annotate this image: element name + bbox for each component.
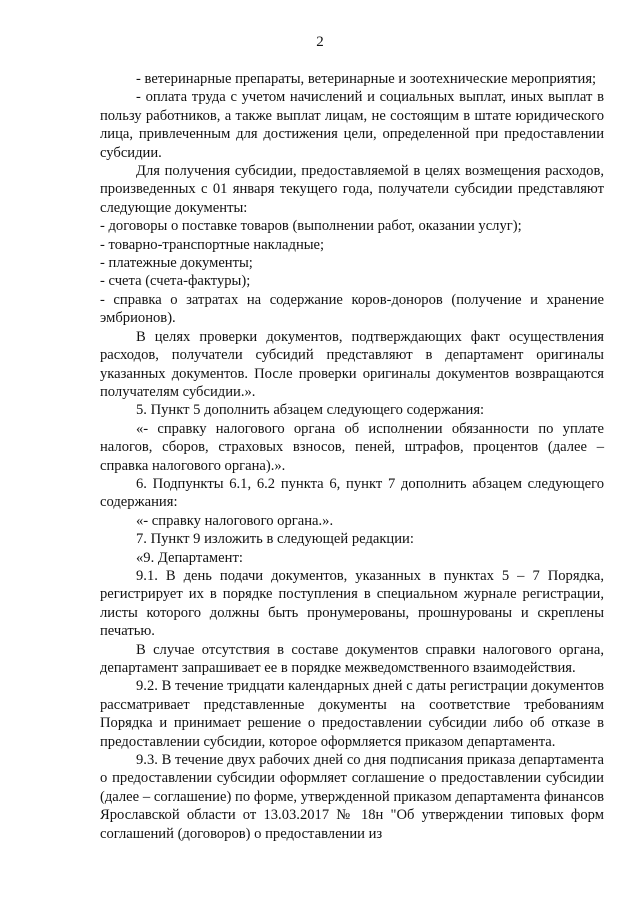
paragraph-documents-intro: Для получения субсидии, предоставляемой в целях возмещения расходов, произведенных с 01 января текущего года, получатели субсидии представляют следующие документы: (100, 163, 604, 216)
paragraph-veterinary: - ветеринарные препараты, ветеринарные и зоотехнические мероприятия; (136, 71, 597, 87)
list-item-contracts: - договоры о поставке товаров (выполнении работ, оказании услуг); (100, 218, 522, 235)
paragraph-item-5: 5. Пункт 5 дополнить абзацем следующего содержания: (136, 402, 485, 419)
paragraph-verification: В целях проверки документов, подтверждающих факт осуществления расходов, получатели субсидий представляют в департамент оригиналы указанных документов. После проверки оригиналы документов возвращаются получателям субсидии.». (100, 328, 604, 400)
paragraph-item-9-heading: «9. Департамент: (136, 549, 243, 566)
paragraph-item-5-quote: «- справку налогового органа об исполнении обязанности по уплате налогов, сборов, страховых взносов, пеней, штрафов, процентов (далее – справка налогового органа).». (100, 420, 604, 474)
list-item-invoices: - счета (счета-фактуры); (100, 273, 251, 290)
page-number: 2 (316, 34, 324, 50)
paragraph-item-9-2: 9.2. В течение тридцати календарных дней с даты регистрации документов рассматривает представленные документы на соответствие требованиям Порядка и принимает решение о предоставлении субсидии либо об отказе в предоставлении субсидии, которое оформляется приказом департамента. (100, 678, 604, 750)
paragraph-item-6-quote: «- справку налогового органа.». (136, 512, 334, 529)
paragraph-item-9-3: 9.3. В течение двух рабочих дней со дня подписания приказа департамента о предоставлении субсидии оформляет соглашение о предоставлении субсидии (далее – соглашение) по форме, утвержденной приказом департамента финансов Ярославской области от 13.03.2017 № 18н "Об утверждении типовых форм соглашений (договоров) о предоставлении из (100, 752, 604, 842)
paragraph-item-6: 6. Подпункты 6.1, 6.2 пункта 6, пункт 7 дополнить абзацем следующего содержания: (100, 475, 604, 511)
list-item-waybills: - товарно-транспортные накладные; (100, 236, 325, 253)
paragraph-item-7: 7. Пункт 9 изложить в следующей редакции: (136, 531, 414, 548)
list-item-payment-docs: - платежные документы; (100, 255, 253, 272)
paragraph-item-9-1: 9.1. В день подачи документов, указанных в пунктах 5 – 7 Порядка, регистрирует их в порядке поступления в специальном журнале регистрации, листы которого должны быть пронумерованы, прошнурованы и скреплены печатью. (100, 567, 604, 640)
list-item-cost-statement: - справка о затратах на содержание коров-доноров (получение и хранение эмбрионов). (100, 291, 604, 327)
paragraph-item-9-1-continued: В случае отсутствия в составе документов справки налогового органа, департамент запрашивает ее в порядке межведомственного взаимодействия. (100, 641, 604, 676)
document-body (100, 70, 604, 843)
paragraph-labor-costs: - оплата труда с учетом начислений и социальных выплат, иных выплат в пользу работников, а также выплат лицам, не состоящим в штате юридического лица, привлеченным для достижения цели, определенной при предоставлении субсидии. (100, 89, 604, 161)
